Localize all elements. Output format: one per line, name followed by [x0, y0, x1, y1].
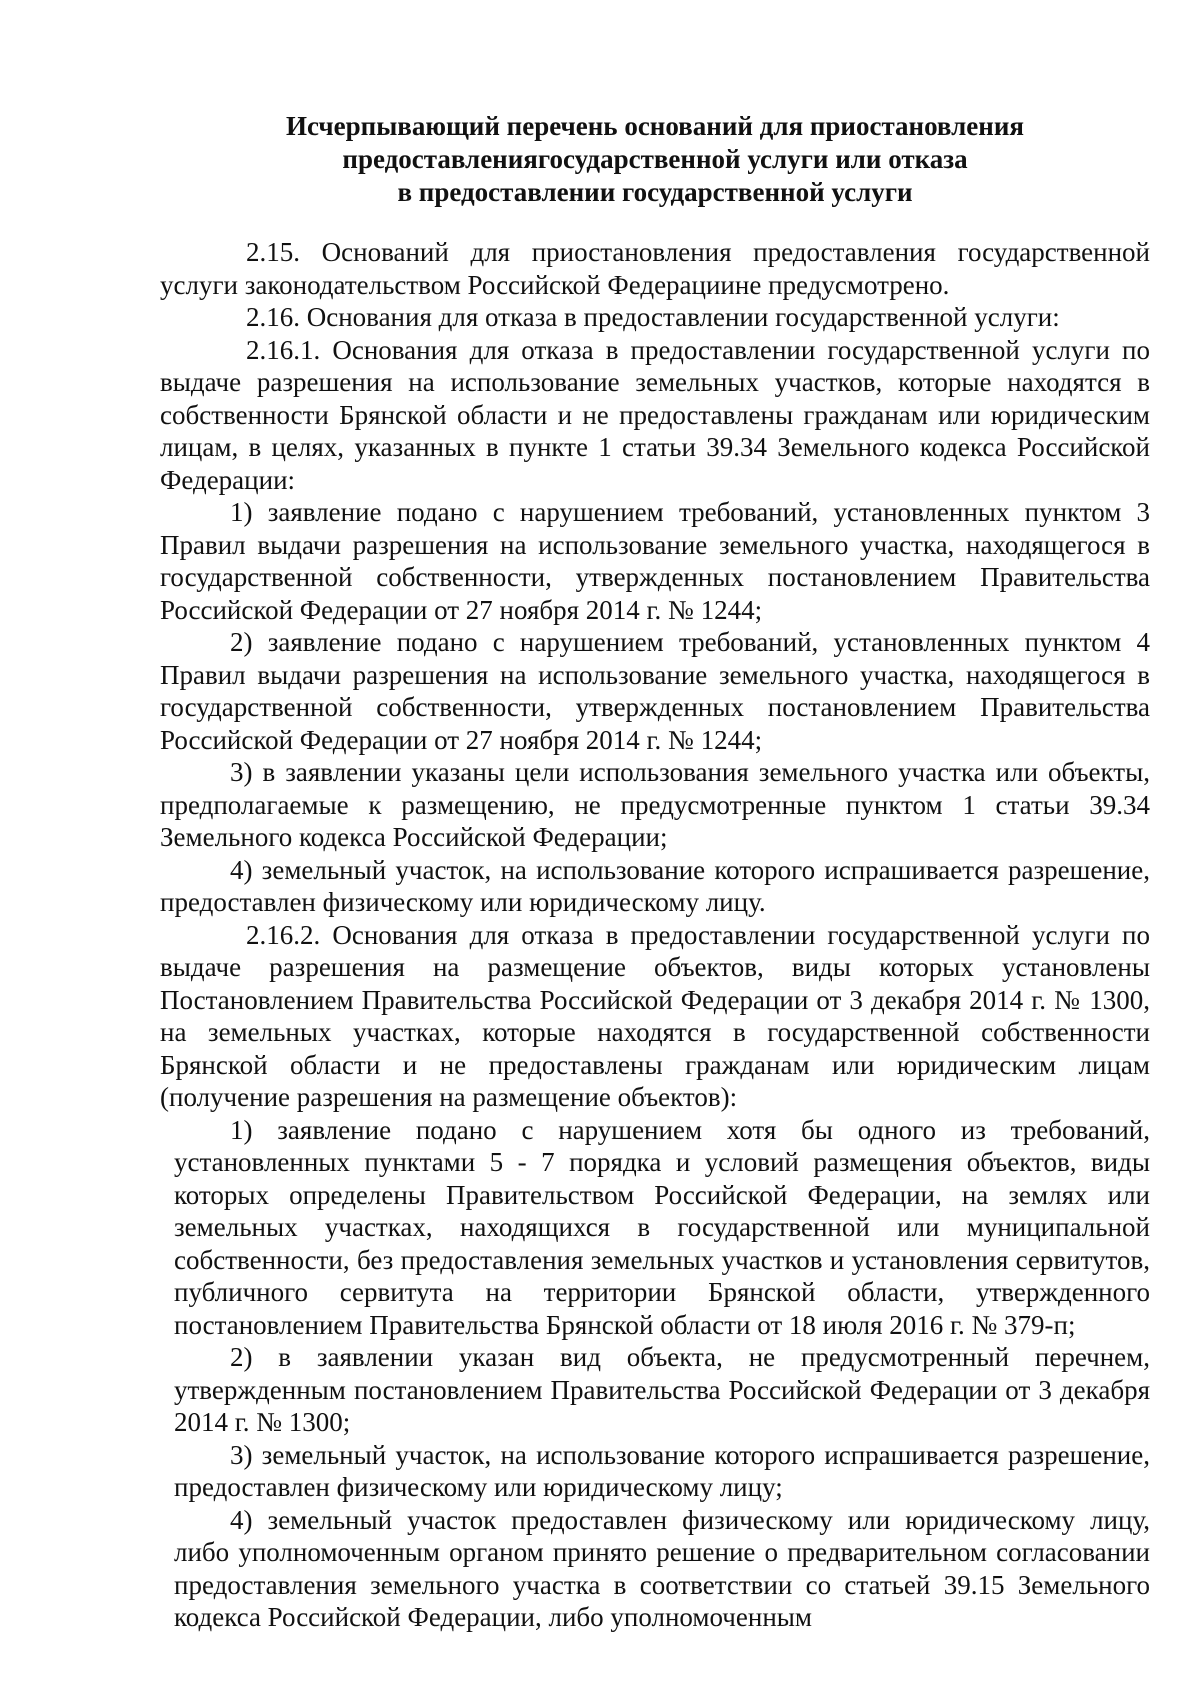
paragraph-2-16-2: 2.16.2. Основания для отказа в предоставлении государственной услуги по выдаче разрешения на размещение объектов, виды которых установлены Постановлением Правительства Российской Федерации от 3 декабря 2014 г. № 1300, на земельных участках, которые находятся в государственной собственности Брянской области и не предоставлены гражданам или юридическим лицам (получение разрешения на размещение объектов):: [160, 919, 1150, 1112]
sub-item-list: [160, 1114, 1150, 1634]
list-item: 4) земельный участок, на использование которого испрашивается разрешение, предоставлен физическому или юридическому лицу.: [160, 854, 1150, 917]
list-item: 3) земельный участок, на использование которого испрашивается разрешение, предоставлен физическому или юридическому лицу;: [174, 1439, 1150, 1502]
heading-line-1: Исчерпывающий перечень оснований для приостановления: [285, 111, 1025, 141]
list-item: 4) земельный участок предоставлен физическому или юридическому лицу, либо уполномоченным органом принято решение о предварительном согласовании предоставления земельного участка в соответствии со статьей 39.15 Земельного кодекса Российской Федерации, либо уполномоченным: [174, 1504, 1150, 1632]
list-item: 2) заявление подано с нарушением требований, установленных пунктом 4 Правил выдачи разрешения на использование земельного участка, находящегося в государственной собственности, утвержденных постановлением Правительства Российской Федерации от 27 ноября 2014 г. № 1244;: [160, 627, 1150, 755]
list-item: 1) заявление подано с нарушением хотя бы одного из требований, установленных пунктами 5 - 7 порядка и условий размещения объектов, виды которых определены Правительством Российской Федерации, на землях или земельных участках, находящихся в государственной или муниципальной собственности, без предоставления земельных участков и установления сервитутов, публичного сервитута на территории Брянской области, утвержденного постановлением Правительства Брянской области от 18 июля 2016 г. № 379-п;: [174, 1114, 1150, 1340]
paragraph-2-15: 2.15. Оснований для приостановления предоставления государственной услуги законодательством Российской Федерациине предусмотрено.: [160, 237, 1150, 300]
document-heading: [160, 110, 1150, 209]
paragraph-2-16-1: 2.16.1. Основания для отказа в предоставлении государственной услуги по выдаче разрешения на использование земельных участков, которые находятся в собственности Брянской области и не предоставлены гражданам или юридическим лицам, в целях, указанных в пункте 1 статьи 39.34 Земельного кодекса Российской Федерации:: [160, 334, 1150, 495]
list-item: 3) в заявлении указаны цели использования земельного участка или объекты, предполагаемые к размещению, не предусмотренные пунктом 1 статьи 39.34 Земельного кодекса Российской Федерации;: [160, 757, 1150, 852]
list-item: 1) заявление подано с нарушением требований, установленных пунктом 3 Правил выдачи разрешения на использование земельного участка, находящегося в государственной собственности, утвержденных постановлением Правительства Российской Федерации от 27 ноября 2014 г. № 1244;: [160, 497, 1150, 625]
heading-line-2: предоставлениягосударственной услуги или отказа: [342, 144, 968, 174]
paragraph-2-16: 2.16. Основания для отказа в предоставлении государственной услуги:: [246, 302, 1060, 332]
list-item: 2) в заявлении указан вид объекта, не предусмотренный перечнем, утвержденным постановлением Правительства Российской Федерации от 3 декабря 2014 г. № 1300;: [174, 1342, 1150, 1437]
heading-line-3: в предоставлении государственной услуги: [397, 177, 913, 207]
document-page: [160, 110, 1150, 1634]
